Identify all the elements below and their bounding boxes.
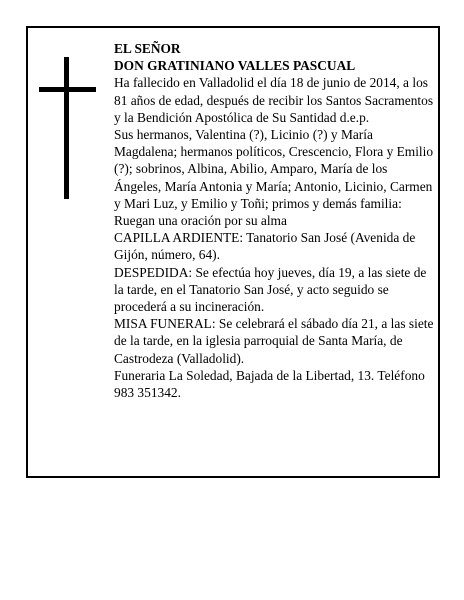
funeral-home-info: Funeraria La Soledad, Bajada de la Libertad, 13. Teléfono 983 351342. <box>114 367 425 401</box>
deceased-name: DON GRATINIANO VALLES PASCUAL <box>114 58 356 74</box>
death-announcement: Ha fallecido en Valladolid el día 18 de junio de 2014, a los 81 años de edad, después de recibir los Santos Sacramentos y la Bendición Apostólica de Su Santidad d.e.p. <box>114 75 434 125</box>
family-list: Sus hermanos, Valentina (?), Licinio (?) y María Magdalena; hermanos políticos, Crescencio, Flora y Emilio (?); sobrinos, Albina, Abilio, Amparo, María de los Ángeles, María Antonia y María; Antonio, Licinio, Carmen y Mari Luz, y Emilio y Toñi; primos y demás familia: <box>114 127 434 211</box>
heading-title: EL SEÑOR <box>114 41 181 56</box>
obituary-notice <box>26 26 440 478</box>
prayer-request: Ruegan una oración por su alma <box>114 213 287 229</box>
funeral-mass-info: MISA FUNERAL: Se celebrará el sábado día 21, a las siete de la tarde, en la iglesia parroquial de Santa María, de Castrodeza (Valladolid). <box>114 316 434 366</box>
cross-vertical-bar <box>64 57 69 199</box>
chapel-info: CAPILLA ARDIENTE: Tanatorio San José (Avenida de Gijón, número, 64). <box>114 230 416 263</box>
notice-text <box>114 40 436 401</box>
cross-horizontal-bar <box>39 87 96 92</box>
farewell-info: DESPEDIDA: Se efectúa hoy jueves, día 19, a las siete de la tarde, en el Tanatorio San José, y acto seguido se procederá a su incineración. <box>114 264 427 315</box>
